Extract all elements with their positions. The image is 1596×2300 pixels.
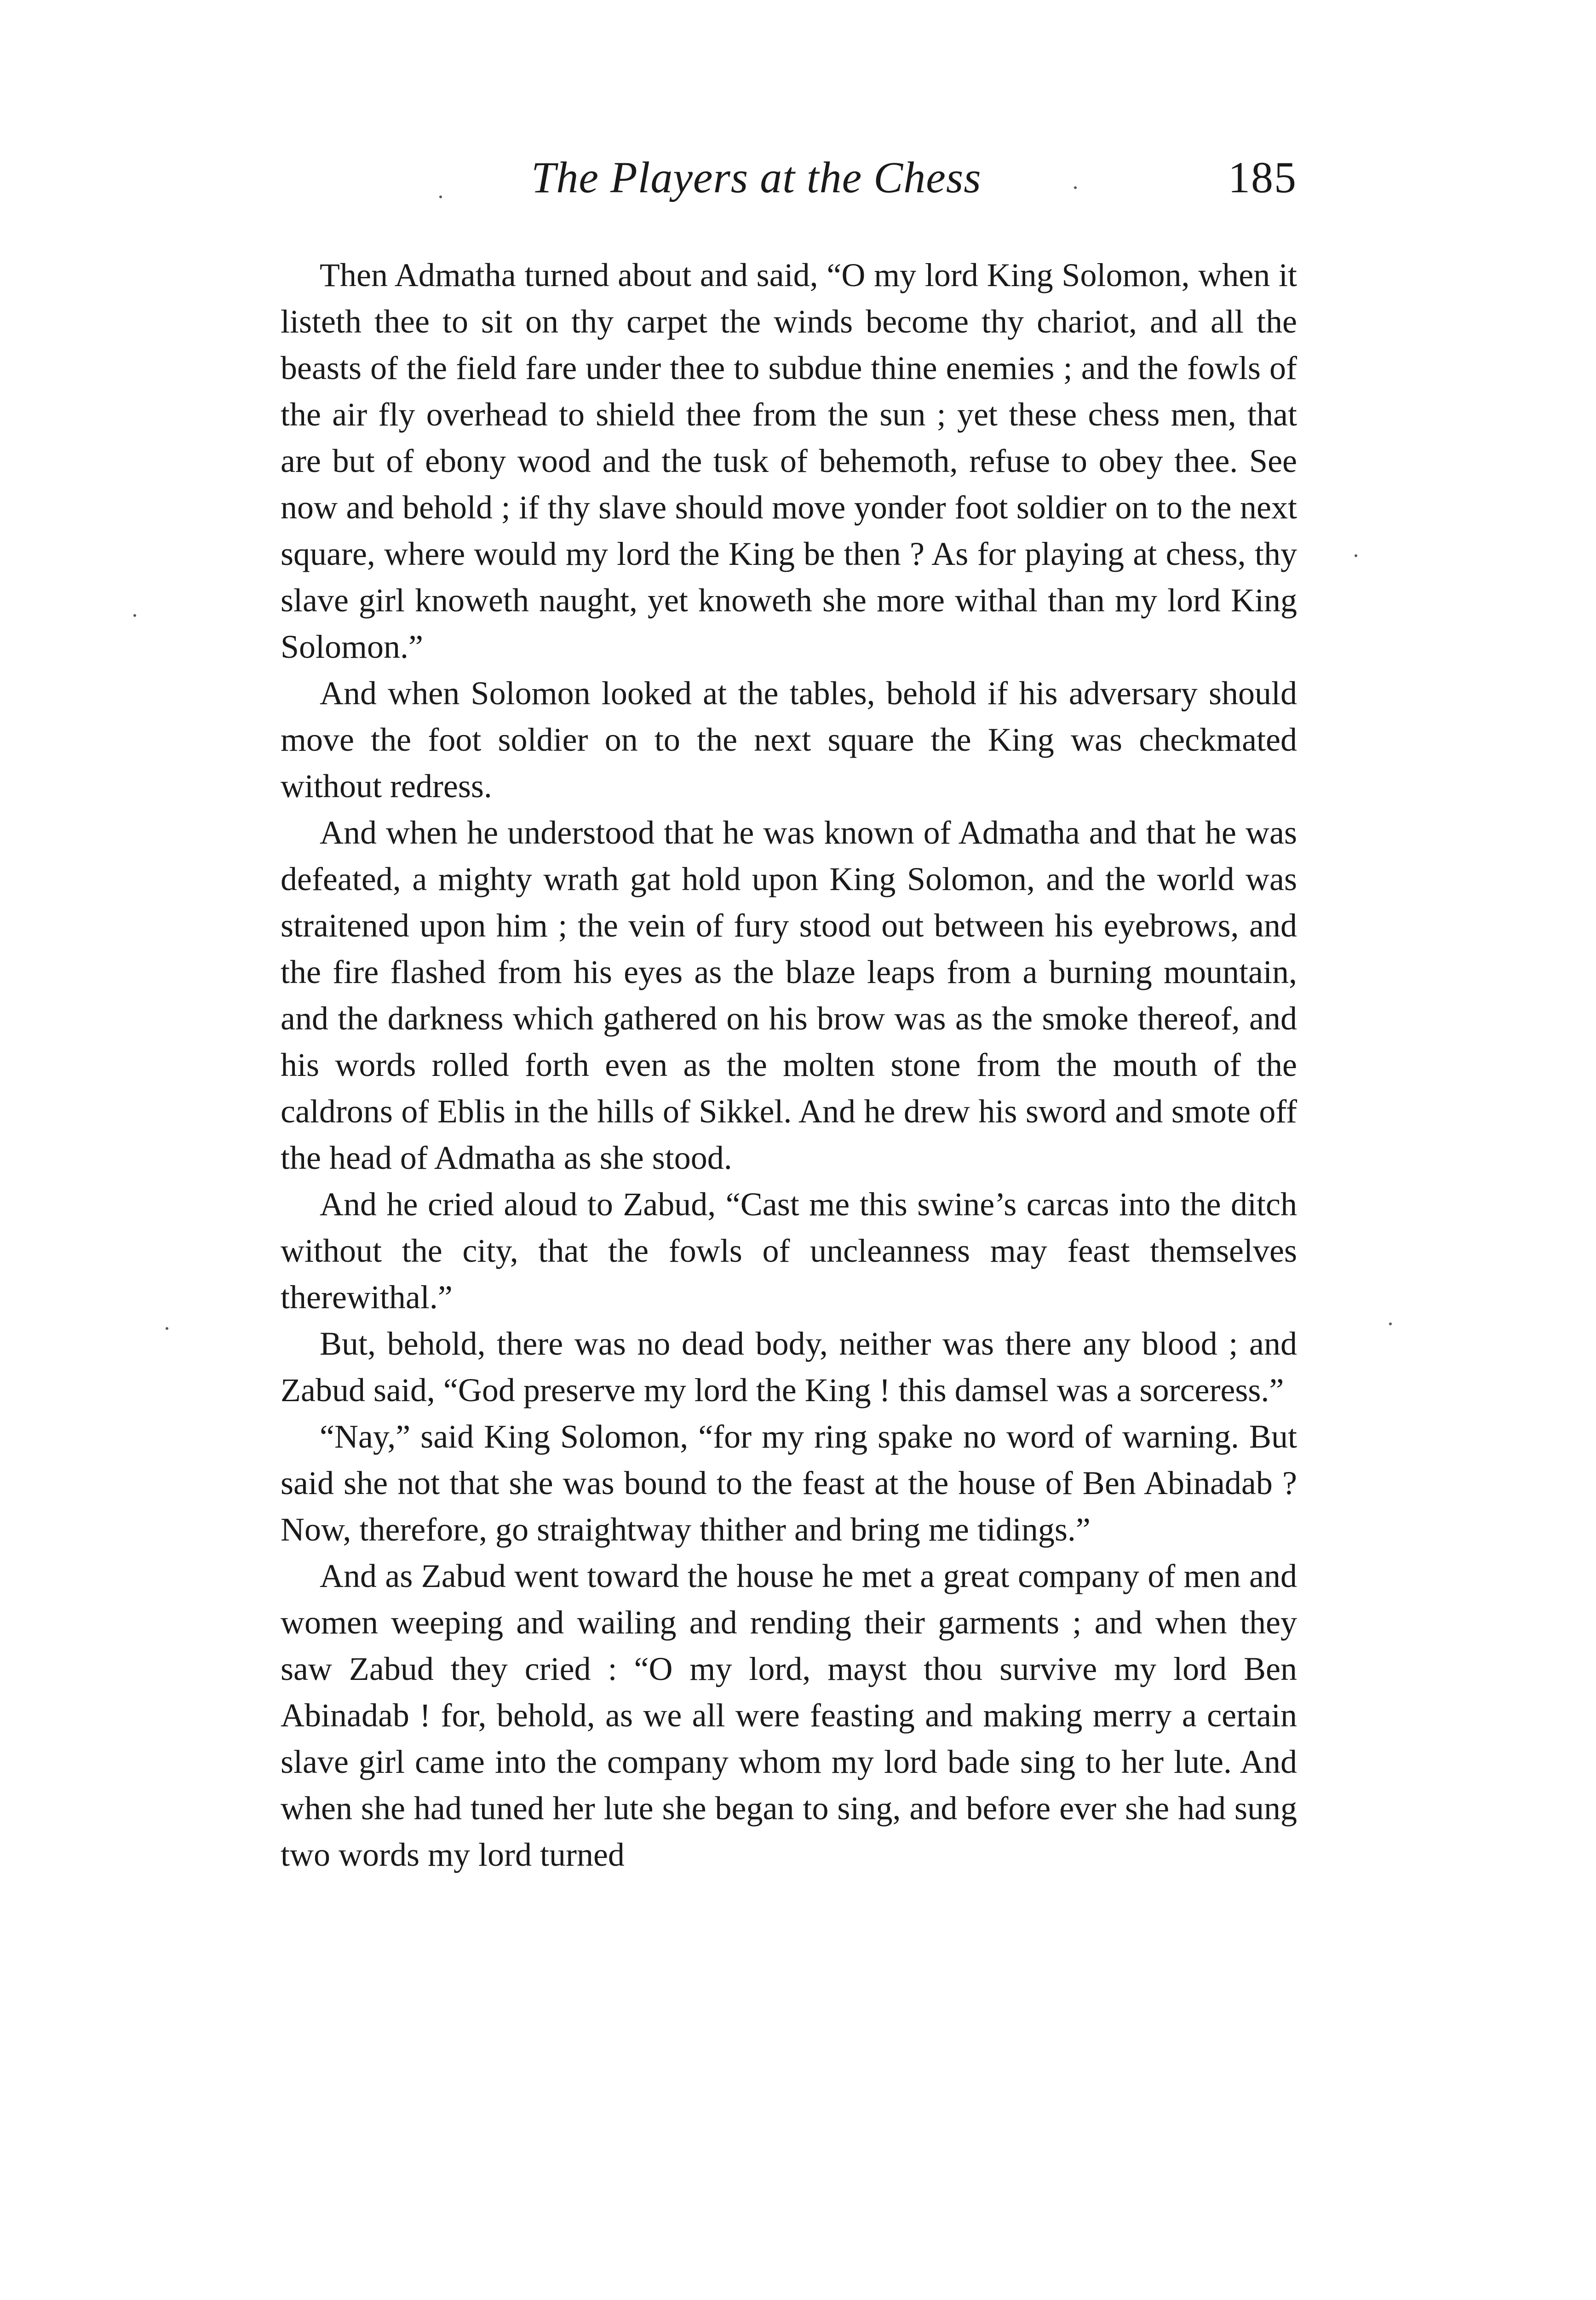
paragraph-5: But, behold, there was no dead body, neither was there any blood ; and Zabud said, “God preserve my lord the King ! this damsel was a sorceress.” (281, 1325, 1297, 1409)
paragraph-1: Then Admatha turned about and said, “O my lord King Solomon, when it listeth thee to sit on thy carpet the winds become thy chariot, and all the beasts of the field fare under thee to subdue thine enemies ; and the fowls of the air fly overhead to shield thee from the sun ; yet these chess men, that are but of ebony wood and the tusk of behemoth, refuse to obey thee. See now and behold ; if thy slave should move yonder foot soldier on to the next square, where would my lord the King be then ? As for playing at chess, thy slave girl knoweth naught, yet knoweth she more withal than my lord King Solomon.” (281, 257, 1297, 665)
print-speck (1355, 554, 1357, 557)
print-speck (1074, 186, 1077, 189)
running-title: The Players at the Chess (531, 153, 982, 202)
paragraph-2: And when Solomon looked at the tables, behold if his adversary should move the foot soldier on to the next square the King was checkmated without redress. (281, 675, 1297, 805)
print-speck (166, 1327, 168, 1330)
paragraph-3: And when he understood that he was known of Admatha and that he was defeated, a mighty wrath gat hold upon King Solomon, and the world was straitened upon him ; the vein of fury stood out between his eyebrows, and the fire flashed from his eyes as the blaze leaps from a burning mountain, and the darkness which gathered on his brow was as the smoke thereof, and his words rolled forth even as the molten stone from the mouth of the caldrons of Eblis in the hills of Sikkel. And he drew his sword and smote off the head of Admatha as she stood. (281, 814, 1297, 1176)
print-speck (133, 614, 136, 617)
print-speck (1389, 1322, 1392, 1325)
print-speck (439, 196, 442, 198)
page-number: 185 (1228, 153, 1297, 202)
body-text (281, 252, 1297, 1878)
paragraph-4: And he cried aloud to Zabud, “Cast me this swine’s carcas into the ditch without the city, that the fowls of uncleanness may feast themselves therewithal.” (281, 1186, 1297, 1316)
paragraph-6: “Nay,” said King Solomon, “for my ring spake no word of warning. But said she not that she was bound to the feast at the house of Ben Abinadab ? Now, therefore, go straightway thither and bring me tidings.” (281, 1418, 1297, 1548)
paragraph-7: And as Zabud went toward the house he met a great company of men and women weeping and wailing and rending their garments ; and when they saw Zabud they cried : “O my lord, mayst thou survive my lord Ben Abinadab ! for, behold, as we all were feasting and making merry a certain slave girl came into the company whom my lord bade sing to her lute. And when she had tuned her lute she began to sing, and before ever she had sung two words my lord turned (281, 1558, 1297, 1873)
page-header (281, 152, 1297, 212)
